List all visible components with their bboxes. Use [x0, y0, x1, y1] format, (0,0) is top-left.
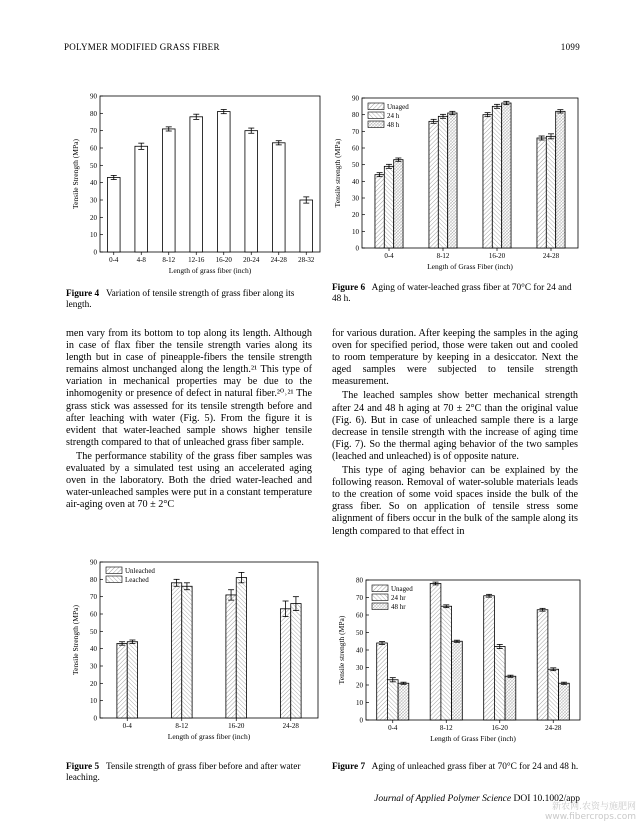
figure-4-caption-text: Variation of tensile strength of grass fiber along its length.	[66, 289, 295, 310]
bar-24-28-Unaged	[537, 138, 546, 248]
doi: DOI 10.1002/app	[513, 794, 580, 804]
x-axis-label: Length of Grass Fiber (inch)	[430, 734, 516, 743]
y-tick-label: 30	[90, 196, 97, 205]
figure-5-caption	[66, 762, 314, 784]
figure-6-chart	[328, 86, 584, 276]
legend-label: 24 hr	[391, 594, 406, 602]
x-tick-label: 0-4	[388, 724, 398, 732]
x-tick-label: 0-4	[109, 256, 119, 264]
x-tick-label: 24-28	[270, 256, 287, 264]
running-title: POLYMER MODIFIED GRASS FIBER	[64, 42, 220, 52]
bar-0-4-48 hr	[398, 683, 409, 720]
y-tick-label: 90	[352, 94, 359, 103]
bar-8-12-24 hr	[441, 606, 452, 720]
figure-4-caption-label: Figure 4	[66, 289, 100, 299]
y-axis-label: Tensile Strength (MPa)	[71, 605, 80, 675]
body-right-paragraph-1: for various duration. After keeping the samples in the aging oven for specified period, those were taken out and cooled to room temperature by keeping in a desiccator. Next the aged samples were subjected to tensile strength measurement.	[332, 328, 578, 388]
y-axis-label: Tensile strength (MPa)	[333, 138, 342, 208]
x-tick-label: 4-8	[136, 256, 146, 264]
figure-6-caption-text: Aging of water-leached grass fiber at 70°C for 24 and 48 h.	[332, 283, 572, 304]
y-tick-label: 50	[356, 629, 363, 637]
bar-0-4-48 h	[394, 160, 403, 248]
x-tick-label: 8-12	[439, 724, 453, 732]
legend-swatch	[368, 112, 384, 119]
bar-8-12-value	[162, 129, 175, 252]
x-tick-label: 24-28	[282, 722, 299, 730]
y-tick-label: 40	[90, 645, 97, 654]
x-tick-label: 0-4	[122, 722, 132, 730]
legend-swatch	[372, 603, 388, 610]
bar-16-20-48 h	[502, 103, 511, 248]
legend-swatch	[372, 594, 388, 601]
bar-0-4-Unaged	[375, 175, 384, 248]
body-right-paragraph-3: This type of aging behavior can be explained by the following reason. Removal of water-soluble materials leads to the creation of some void spaces inside the bulk of the grass fiber. So on application of tensile stress some alignment of fibers occur in the bulk of the sample along its length compared to that effect in	[332, 465, 578, 537]
bar-24-28-48 hr	[559, 683, 570, 720]
bar-0-4-Leached	[127, 642, 137, 718]
y-tick-label: 90	[90, 558, 97, 567]
y-tick-label: 50	[90, 161, 97, 170]
legend-label: Unleached	[125, 567, 155, 575]
body-left-paragraph-1: men vary from its bottom to top along its length. Although in case of flax fiber the tensile strength varies along its length but in case of pineapple-fibers the tensile strength remains almost unchanged along the length.²¹ This type of variation in mechanical properties may be due to the inhomogenity or presence of defect in natural fiber.²⁰˒²¹ The grass stick was assessed for its tensile strength before and after leaching with water (Fig. 5). From the figure it is evident that water-leached sample shows higher tensile strength compared to that of unleached grass fiber sample.	[66, 328, 312, 448]
bar-0-4-Unleached	[117, 643, 127, 718]
legend-label: Leached	[125, 576, 149, 584]
y-tick-label: 10	[90, 697, 97, 706]
y-tick-label: 60	[90, 610, 97, 619]
figure-7-chart	[330, 570, 584, 758]
y-tick-label: 30	[352, 194, 359, 203]
figure-5-caption-text: Tensile strength of grass fiber before and after water leaching.	[66, 762, 301, 783]
y-tick-label: 60	[356, 611, 363, 620]
bar-16-20-Unleached	[226, 595, 236, 718]
legend-swatch	[368, 121, 384, 128]
plot-frame	[100, 96, 320, 252]
figure-5-caption-label: Figure 5	[66, 762, 100, 772]
figure-7-caption-label: Figure 7	[332, 762, 366, 772]
y-tick-label: 10	[352, 227, 359, 236]
journal-name: Journal of Applied Polymer Science	[374, 794, 512, 804]
page-number: 1099	[560, 42, 580, 52]
y-tick-label: 80	[90, 109, 97, 118]
bar-24-28-24 hr	[548, 669, 559, 720]
y-tick-label: 50	[352, 161, 359, 170]
figure-4-caption	[66, 289, 322, 311]
bar-8-12-Leached	[182, 586, 192, 718]
bar-0-4-value	[107, 177, 120, 252]
x-axis-label: Length of grass fiber (inch)	[167, 732, 251, 741]
y-tick-label: 30	[356, 664, 363, 672]
bar-24-28-value	[272, 143, 285, 252]
bar-0-4-Unaged	[377, 643, 388, 720]
bar-16-20-48 hr	[505, 676, 516, 720]
y-tick-label: 50	[90, 627, 97, 636]
x-tick-label: 8-12	[436, 252, 450, 260]
bar-0-4-24 hr	[387, 680, 398, 720]
x-tick-label: 24-28	[545, 724, 562, 732]
body-right-paragraph-2: The leached samples show better mechanical strength after 24 and 48 h aging at 70 ± 2°C than the original value (Fig. 6). But in case of unleached sample there is a large decrease in tensile strength with the increase of aging time (Fig. 7). So the thermal aging behavior of the two samples (leached and unleached) is of opposite nature.	[332, 390, 578, 462]
y-tick-label: 80	[90, 575, 97, 584]
legend-swatch	[372, 585, 388, 592]
bar-24-28-24 h	[546, 136, 555, 248]
figure-7	[330, 570, 584, 758]
figure-7-caption	[332, 762, 580, 773]
x-axis-label: Length of grass fiber (inch)	[168, 266, 252, 275]
x-tick-label: 16-20	[488, 252, 506, 260]
body-left-paragraph-2: The performance stability of the grass fiber samples was evaluated by a simulated test using an accelerated aging oven in the laboratory. Both the dried water-leached and water-unleached samples were put in a constant temperature air-aging oven at 70 ± 2°C	[66, 450, 312, 511]
y-tick-label: 20	[90, 213, 97, 222]
x-tick-label: 16-20	[215, 256, 232, 264]
y-tick-label: 60	[352, 144, 359, 153]
running-header	[64, 42, 580, 56]
bar-16-20-Unaged	[484, 596, 495, 720]
y-tick-label: 70	[352, 127, 359, 136]
y-tick-label: 70	[90, 127, 97, 136]
figure-7-caption-text: Aging of unleached grass fiber at 70°C for 24 and 48 h.	[371, 762, 579, 772]
bar-0-4-24 h	[384, 166, 393, 248]
bar-16-20-24 hr	[494, 647, 505, 721]
y-axis-label: Tensile Strength (MPa)	[71, 139, 80, 209]
y-tick-label: 10	[356, 699, 363, 707]
figure-5-chart	[62, 556, 324, 756]
x-tick-label: 16-20	[491, 724, 508, 732]
y-axis-label: Tensile strength (MPa)	[337, 615, 346, 685]
y-tick-label: 0	[355, 244, 359, 253]
legend-swatch	[106, 576, 122, 583]
y-tick-label: 20	[352, 211, 359, 220]
legend-label: 24 h	[387, 112, 400, 120]
x-tick-label: 24-28	[542, 252, 560, 260]
bar-8-12-48 hr	[452, 641, 463, 720]
legend-label: Unaged	[387, 103, 409, 111]
bar-24-28-Leached	[291, 604, 301, 718]
x-axis-label: Length of Grass Fiber (inch)	[427, 262, 513, 271]
bar-4-8-value	[135, 146, 148, 252]
x-tick-label: 8-12	[162, 256, 176, 264]
body-column-right	[332, 328, 578, 538]
x-tick-label: 20-24	[243, 256, 260, 264]
y-tick-label: 0	[359, 716, 363, 725]
y-tick-label: 80	[352, 111, 359, 120]
y-tick-label: 90	[90, 92, 97, 101]
legend-label: Unaged	[391, 585, 413, 593]
figure-6	[328, 86, 584, 276]
watermark-line-2: www.fibercrops.com	[545, 812, 636, 822]
bar-16-20-Unaged	[483, 115, 492, 248]
bar-24-28-Unaged	[537, 610, 548, 720]
y-tick-label: 10	[90, 231, 97, 240]
y-tick-label: 20	[90, 679, 97, 688]
y-tick-label: 40	[356, 646, 363, 655]
y-tick-label: 0	[93, 248, 97, 257]
legend-label: 48 hr	[391, 603, 406, 611]
bar-20-24-value	[245, 131, 258, 252]
figure-4	[62, 86, 324, 278]
y-tick-label: 0	[93, 714, 97, 723]
bar-8-12-Unaged	[429, 121, 438, 248]
bar-8-12-Unleached	[171, 583, 181, 718]
y-tick-label: 80	[356, 576, 363, 585]
y-tick-label: 70	[90, 593, 97, 602]
x-tick-label: 28-32	[298, 256, 315, 264]
bar-8-12-24 h	[438, 116, 447, 248]
bar-24-28-48 h	[556, 111, 565, 248]
legend-label: 48 h	[387, 121, 400, 129]
y-tick-label: 40	[90, 179, 97, 188]
legend-swatch	[106, 567, 122, 574]
bar-16-20-value	[217, 112, 230, 252]
x-tick-label: 8-12	[175, 722, 189, 730]
bar-12-16-value	[190, 117, 203, 252]
x-tick-label: 16-20	[228, 722, 245, 730]
watermark-line-1: 新农网.农资与施肥网	[552, 802, 636, 812]
figure-6-caption	[332, 283, 580, 305]
legend-swatch	[368, 103, 384, 110]
figure-4-chart	[62, 86, 324, 278]
y-tick-label: 70	[356, 594, 363, 602]
bar-24-28-Unleached	[280, 609, 290, 718]
figure-6-caption-label: Figure 6	[332, 283, 366, 293]
bar-16-20-Leached	[236, 578, 246, 718]
bar-8-12-Unaged	[430, 584, 441, 721]
y-tick-label: 60	[90, 144, 97, 153]
bar-28-32-value	[300, 200, 313, 252]
y-tick-label: 40	[352, 177, 359, 186]
x-tick-label: 0-4	[384, 252, 394, 260]
body-column-left	[66, 328, 312, 511]
y-tick-label: 20	[356, 681, 363, 690]
bar-16-20-24 h	[492, 106, 501, 248]
bar-8-12-48 h	[448, 113, 457, 248]
y-tick-label: 30	[90, 662, 97, 671]
watermark	[545, 802, 636, 822]
x-tick-label: 12-16	[188, 256, 205, 264]
figure-5	[62, 556, 324, 756]
